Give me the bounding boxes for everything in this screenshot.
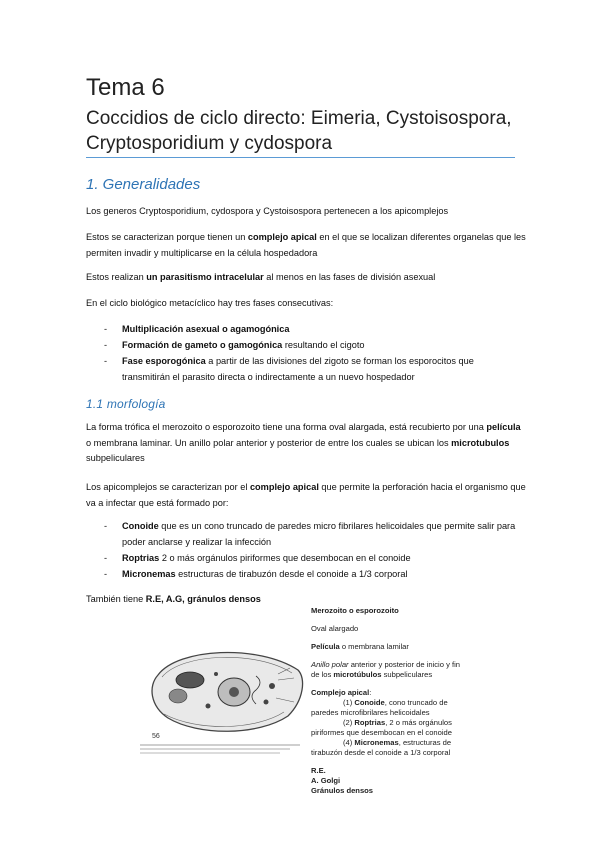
section-heading-morfologia: 1.1 morfología — [86, 397, 166, 411]
paragraph-generos: Los generos Cryptosporidium, cydospora y Cystoisospora pertenecen a los apicomplejos — [86, 206, 449, 216]
bold-complejo-apical: complejo apical — [247, 232, 317, 242]
bold-parasitismo: un parasitismo intracelular — [146, 272, 264, 282]
merozoite-illustration — [138, 640, 308, 765]
legend-line: Anillo polar anterior y posterior de inicio y fin — [311, 660, 461, 669]
document-title: Tema 6 — [86, 74, 165, 101]
list-item: - Formación de gameto o gamogónica resultando el cigoto — [104, 340, 365, 350]
legend-line: Complejo apical: — [311, 688, 372, 697]
list-item: - Micronemas estructuras de tirabuzón desde el conoide a 1/3 corporal — [104, 569, 408, 579]
legend-line: Oval alargado — [311, 624, 359, 633]
legend-line: R.E. — [311, 766, 326, 775]
paragraph-apicomplejos: Los apicomplejos se caracterizan por el complejo apical que permite la perforación hacia el organismo que va a infectar que está formado por: — [86, 482, 526, 508]
legend-line: tirabuzón desde el conoide a 1/3 corporal — [311, 748, 451, 757]
legend-line: paredes microfibrilares helicoidales — [311, 708, 430, 717]
list-item: - Multiplicación asexual o agamogónica — [104, 324, 290, 334]
legend-line: (4) Micronemas, estructuras de — [343, 738, 452, 747]
legend-line: Merozoito o esporozoito — [311, 606, 399, 615]
legend-line: piriformes que desembocan en el conoide — [311, 728, 452, 737]
legend-line: Película o membrana lamilar — [311, 642, 409, 651]
title-underline — [86, 157, 515, 158]
document-subtitle: Coccidios de ciclo directo: Eimeria, Cystoisospora, Cryptosporidium y cydospora — [86, 108, 512, 154]
legend-line: A. Golgi — [311, 776, 341, 785]
legend-line: de los microtúbulos subpeliculares — [311, 670, 433, 679]
section-heading-generalidades: 1. Generalidades — [86, 176, 201, 193]
legend-line: Gránulos densos — [311, 786, 374, 795]
figure-number: 56 — [152, 733, 160, 740]
figure-legend-panel — [311, 606, 511, 796]
legend-line: (1) Conoide, cono truncado de — [343, 698, 448, 707]
list-item: - Roptrias 2 o más orgánulos piriformes que desembocan en el conoide — [104, 553, 411, 563]
paragraph-parasitismo: Estos realizan un parasitismo intracelular al menos en las fases de división asexual — [86, 272, 436, 282]
paragraph-tambien-tiene: También tiene R.E, A.G, gránulos densos — [86, 594, 261, 604]
paragraph-ciclo-biologico: En el ciclo biológico metacíclico hay tres fases consecutivas: — [86, 298, 334, 308]
paragraph-forma-trofica: La forma trófica el merozoito o esporozoito tiene una forma oval alargada, está recubierto por una película o membrana laminar. Un anillo polar anterior y posterior de entre los cuales se ubican los microtubulos subpeliculares — [86, 422, 521, 463]
list-item: - Conoide que es un cono truncado de paredes micro fibrilares helicoidales que permite salir para poder anclarse y realizar la infección — [104, 521, 516, 547]
list-item: - Fase esporogónica a partir de las divisiones del zigoto se forman los esporocitos que transmitirán el parasito directa o indirectamente a un nuevo hospedador — [104, 356, 474, 382]
legend-line: (2) Roptrias, 2 o más orgánulos — [343, 718, 452, 727]
paragraph-complejo-apical: Estos se caracterizan porque tienen un complejo apical en el que se localizan diferentes organelas que les permiten invadir y multiplicarse en la célula hospedadora — [86, 232, 526, 258]
